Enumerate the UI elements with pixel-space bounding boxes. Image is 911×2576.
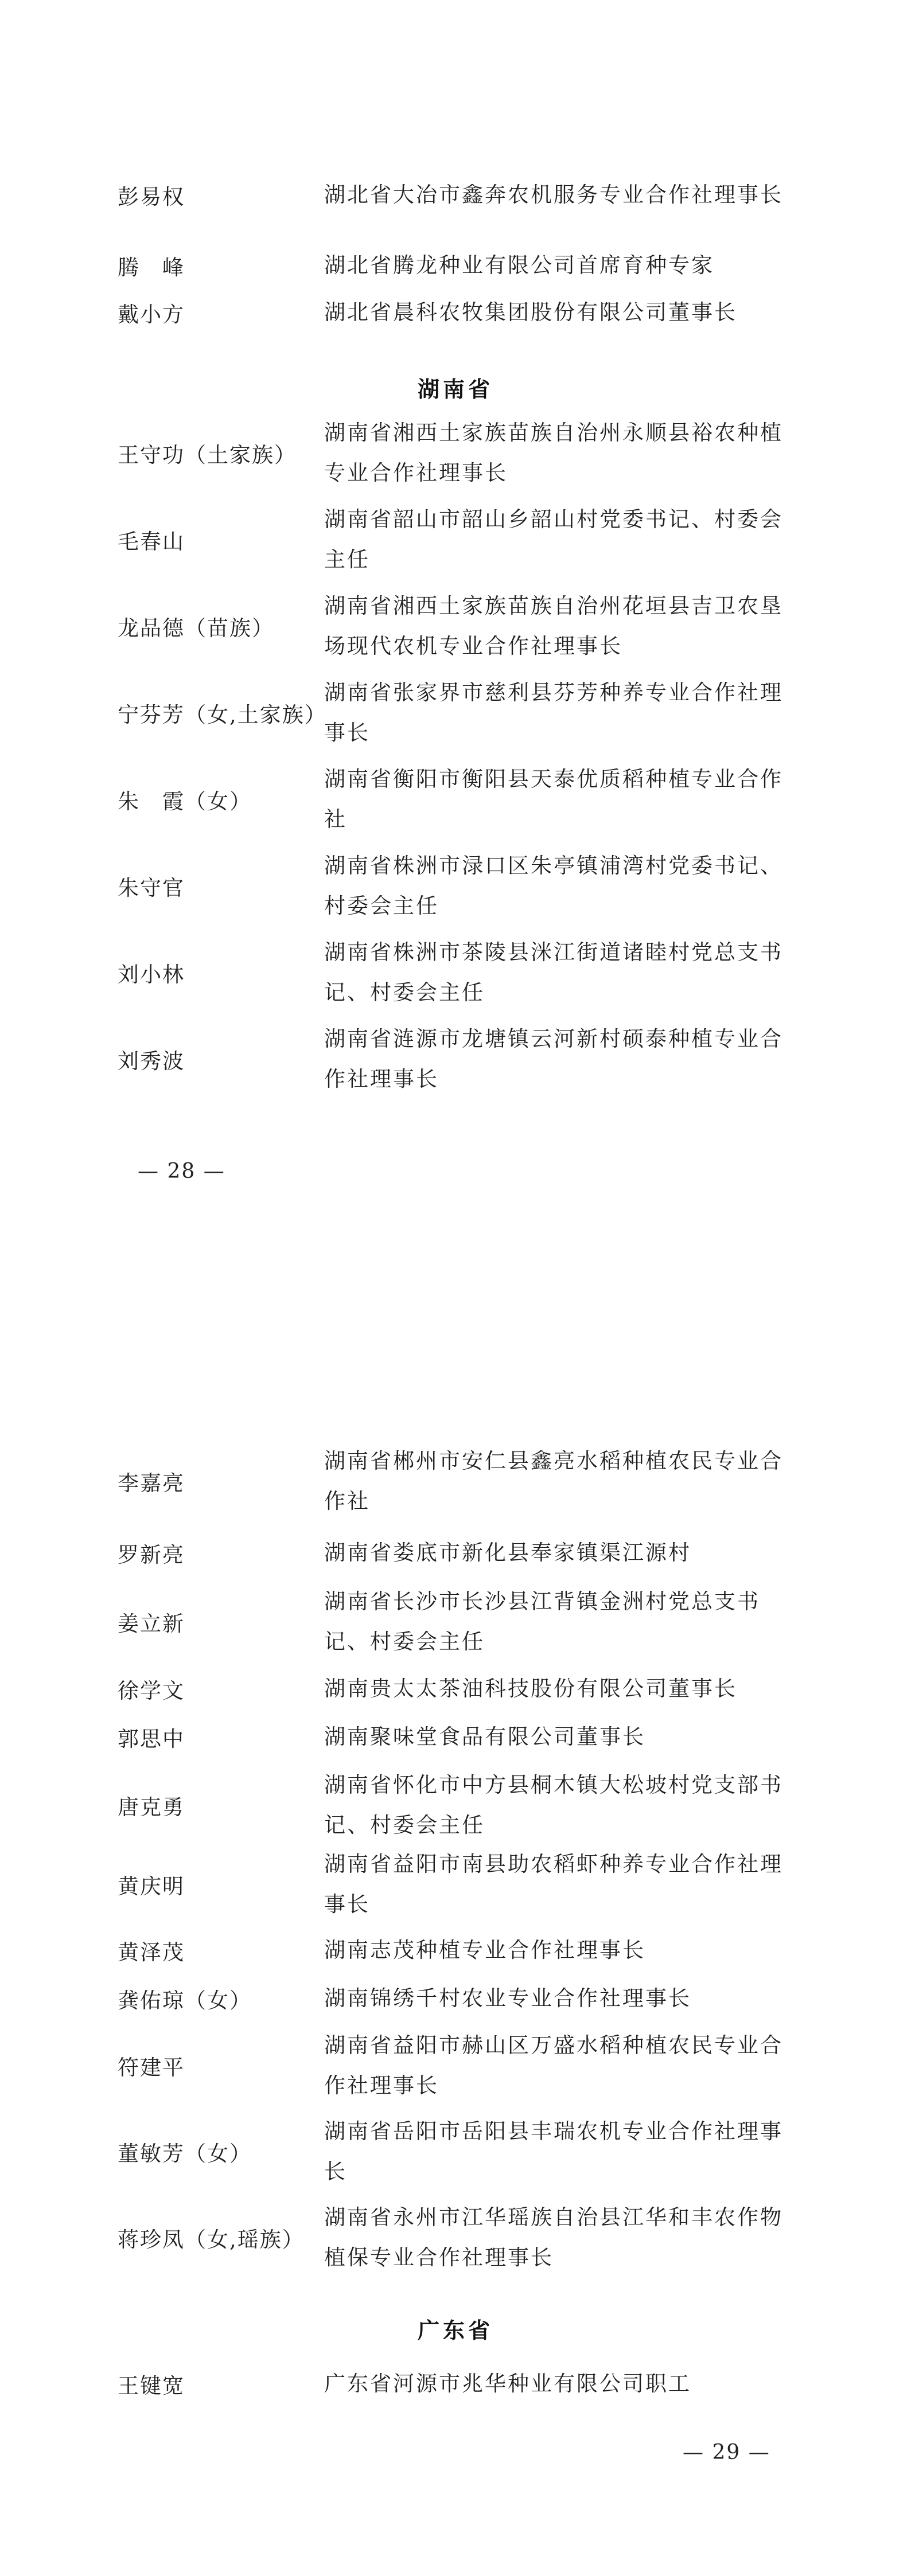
person-name: 黄泽茂: [118, 1940, 185, 1965]
list-item: [118, 759, 806, 840]
list-item: [118, 1976, 806, 2021]
person-name: 毛春山: [118, 529, 185, 554]
list-item: [118, 846, 806, 926]
list-item: [118, 1714, 806, 1760]
person-affiliation: 湖北省腾龙种业有限公司首席育种专家: [324, 253, 714, 278]
person-name: 姜立新: [118, 1611, 185, 1636]
province-heading: 广东省: [417, 2318, 493, 2343]
list-item: [118, 673, 806, 753]
person-name: 戴小方: [118, 302, 185, 327]
person-affiliation: 湖南省永州市江华瑶族自治县江华和丰农作物植保专业合作社理事长: [324, 2205, 783, 2270]
person-affiliation: 湖南省湘西土家族苗族自治州永顺县裕农种植专业合作社理事长: [324, 420, 783, 485]
person-name: 龚佑琼（女）: [118, 1988, 252, 2013]
list-item: [118, 1530, 806, 1576]
list-item: [118, 2111, 806, 2192]
person-affiliation: 湖南省衡阳市衡阳县天泰优质稻种植专业合作社: [324, 767, 783, 832]
person-affiliation: 湖南省郴州市安仁县鑫亮水稻种植农民专业合作社: [324, 1449, 783, 1513]
list-item: [118, 243, 806, 288]
person-name: 刘小林: [118, 962, 185, 987]
person-name: 罗新亮: [118, 1543, 185, 1567]
person-affiliation: 湖南聚味堂食品有限公司董事长: [324, 1724, 645, 1749]
list-item: [118, 1765, 806, 1845]
list-item: [118, 413, 806, 493]
list-item: [118, 586, 806, 666]
person-affiliation: 湖南省怀化市中方县桐木镇大松坡村党支部书记、村委会主任: [324, 1773, 783, 1837]
person-name: 刘秀波: [118, 1049, 185, 1074]
person-affiliation: 湖南省益阳市南县助农稻虾种养专业合作社理事长: [324, 1852, 783, 1917]
person-name: 王键宽: [118, 2374, 185, 2398]
list-item: [118, 1582, 806, 1662]
person-affiliation: 湖南省株洲市茶陵县洣江街道诸睦村党总支书记、村委会主任: [324, 940, 783, 1005]
person-affiliation: 湖南省湘西土家族苗族自治州花垣县吉卫农垦场现代农机专业合作社理事长: [324, 594, 783, 658]
list-item: [118, 1441, 806, 1521]
person-name: 龙品德（苗族）: [118, 616, 274, 641]
person-affiliation: 湖南锦绣千村农业专业合作社理事长: [324, 1986, 691, 2011]
person-name: 黄庆明: [118, 1874, 185, 1899]
person-affiliation: 湖南省岳阳市岳阳县丰瑞农机专业合作社理事长: [324, 2119, 783, 2184]
person-affiliation: 湖南省株洲市渌口区朱亭镇浦湾村党委书记、村委会主任: [324, 853, 783, 918]
person-affiliation: 湖北省大冶市鑫奔农机服务专业合作社理事长: [324, 182, 783, 207]
person-name: 朱 霞（女）: [118, 789, 252, 814]
person-name: 徐学文: [118, 1679, 185, 1703]
list-item: [118, 1019, 806, 1099]
list-item: [118, 1927, 806, 1973]
person-name: 朱守官: [118, 876, 185, 900]
person-name: 唐克勇: [118, 1795, 185, 1820]
list-item: [118, 155, 806, 235]
province-heading: 湖南省: [417, 377, 493, 402]
person-name: 宁芬芳（女,土家族）: [118, 702, 327, 727]
page-29: [0, 1288, 911, 2576]
person-name: 彭易权: [118, 185, 185, 209]
list-item: [118, 2198, 806, 2278]
person-name: 符建平: [118, 2055, 185, 2080]
list-item: [118, 2025, 806, 2106]
person-affiliation: 湖南省娄底市新化县奉家镇渠江源村: [324, 1540, 691, 1565]
list-item: [118, 290, 806, 335]
list-item: [118, 1844, 806, 1925]
person-name: 王守功（土家族）: [118, 443, 297, 467]
person-affiliation: 湖南省益阳市赫山区万盛水稻种植农民专业合作社理事长: [324, 2033, 783, 2098]
person-name: 董敏芳（女）: [118, 2141, 252, 2166]
person-name: 郭思中: [118, 1727, 185, 1751]
page-number: — 28 —: [138, 1160, 225, 1183]
person-affiliation: 湖南省张家界市慈利县芬芳种养专业合作社理事长: [324, 680, 783, 745]
person-affiliation: 湖南省涟源市龙塘镇云河新村硕泰种植专业合作社理事长: [324, 1027, 783, 1091]
person-name: 李嘉亮: [118, 1471, 185, 1496]
person-name: 腾 峰: [118, 255, 185, 280]
person-affiliation: 广东省河源市兆华种业有限公司职工: [324, 2371, 691, 2396]
person-affiliation: 湖南省韶山市韶山乡韶山村党委书记、村委会主任: [324, 507, 783, 572]
list-item: [118, 1666, 806, 1712]
person-affiliation: 湖南志茂种植专业合作社理事长: [324, 1938, 645, 1962]
list-item: [118, 932, 806, 1013]
list-item: [118, 2361, 806, 2407]
person-affiliation: 湖北省晨科农牧集团股份有限公司董事长: [324, 300, 737, 325]
list-item: [118, 499, 806, 580]
person-affiliation: 湖南贵太太茶油科技股份有限公司董事长: [324, 1676, 737, 1701]
page-number: — 29 —: [683, 2441, 770, 2464]
person-affiliation: 湖南省长沙市长沙县江背镇金洲村党总支书记、村委会主任: [324, 1589, 760, 1654]
person-name: 蒋珍凤（女,瑶族）: [118, 2227, 305, 2252]
